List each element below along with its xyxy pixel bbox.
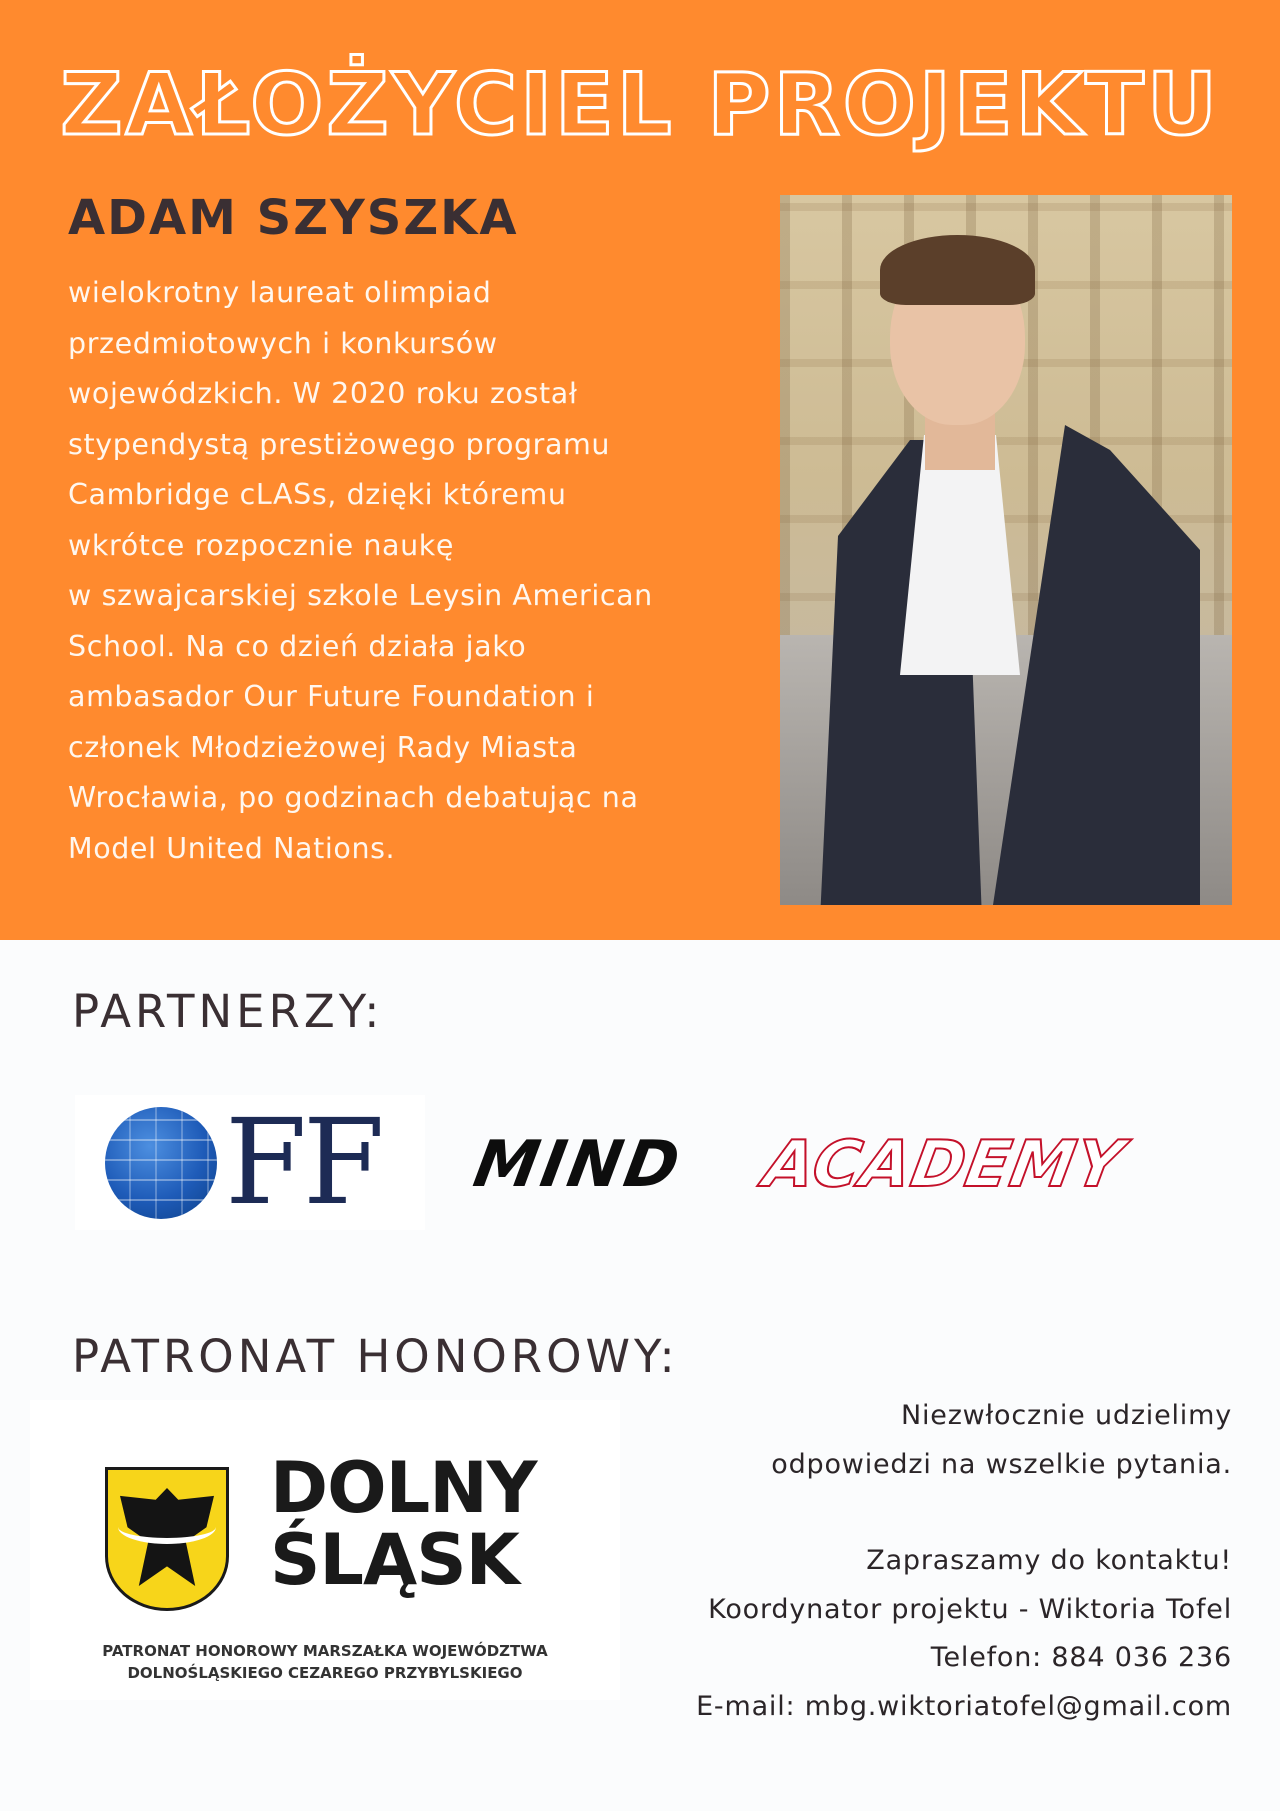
caption-line: DOLNOŚLĄSKIEGO CEZAREGO PRZYBYLSKIEGO <box>127 1664 523 1682</box>
founder-name: ADAM SZYSZKA <box>68 190 519 246</box>
bio-line: członek Młodzieżowej Rady Miasta <box>68 730 578 764</box>
crescent-band <box>118 1510 216 1544</box>
founder-bio <box>68 268 768 874</box>
caption-line: PATRONAT HONOROWY MARSZAŁKA WOJEWÓDZTWA <box>102 1642 548 1660</box>
bio-line: wojewódzkich. W 2020 roku został <box>68 377 578 410</box>
page-title: ZAŁOŻYCIEL PROJEKTU <box>60 55 1220 155</box>
contact-line: Niezwłocznie udzielimy <box>900 1400 1232 1431</box>
off-logo-text: FF <box>225 1093 381 1231</box>
bio-line: ambasador Our Future Foundation i <box>68 680 595 713</box>
mind-academy-logo-academy: ACADEMY <box>758 1128 1130 1202</box>
dolny-slask-logo <box>30 1400 620 1700</box>
off-logo <box>75 1095 425 1230</box>
wordmark-line: ŚLĄSK <box>270 1519 519 1601</box>
bio-line: Wrocławia, po godzinach debatując na <box>68 781 639 814</box>
phone-line: Telefon: 884 036 236 <box>930 1642 1232 1673</box>
contact-block <box>696 1392 1232 1731</box>
bio-line: w szwajcarskiej szkole Leysin American <box>68 579 653 612</box>
patronage-caption <box>30 1640 620 1684</box>
bio-line: stypendystą prestiżowego programu <box>68 427 611 461</box>
coordinator-line: Koordynator projektu - Wiktoria Tofel <box>708 1593 1232 1625</box>
dolny-slask-wordmark <box>270 1447 537 1601</box>
bio-line: przedmiotowych i konkursów <box>68 326 498 360</box>
wordmark-line: DOLNY <box>270 1447 537 1529</box>
contact-line: Zapraszamy do kontaktu! <box>866 1545 1232 1576</box>
photo-hair <box>880 235 1035 305</box>
patronage-heading: PATRONAT HONOROWY: <box>72 1330 679 1383</box>
globe-icon <box>105 1107 217 1219</box>
bio-line: wkrótce rozpocznie naukę <box>68 528 455 562</box>
bio-line: wielokrotny laureat olimpiad <box>68 276 492 309</box>
bio-line: School. Na co dzień działa jako <box>68 629 527 663</box>
coat-of-arms-icon <box>105 1467 229 1611</box>
spacer <box>696 1489 1232 1537</box>
bio-line: Cambridge cLASs, dzięki któremu <box>68 478 567 511</box>
founder-photo <box>780 195 1232 905</box>
partners-heading: PARTNERZY: <box>72 985 384 1038</box>
bio-line: Model United Nations. <box>68 831 396 865</box>
contact-line: odpowiedzi na wszelkie pytania. <box>771 1448 1232 1480</box>
email-line: E-mail: mbg.wiktoriatofel@gmail.com <box>696 1690 1232 1722</box>
mind-academy-logo-mind: MIND <box>468 1128 688 1202</box>
